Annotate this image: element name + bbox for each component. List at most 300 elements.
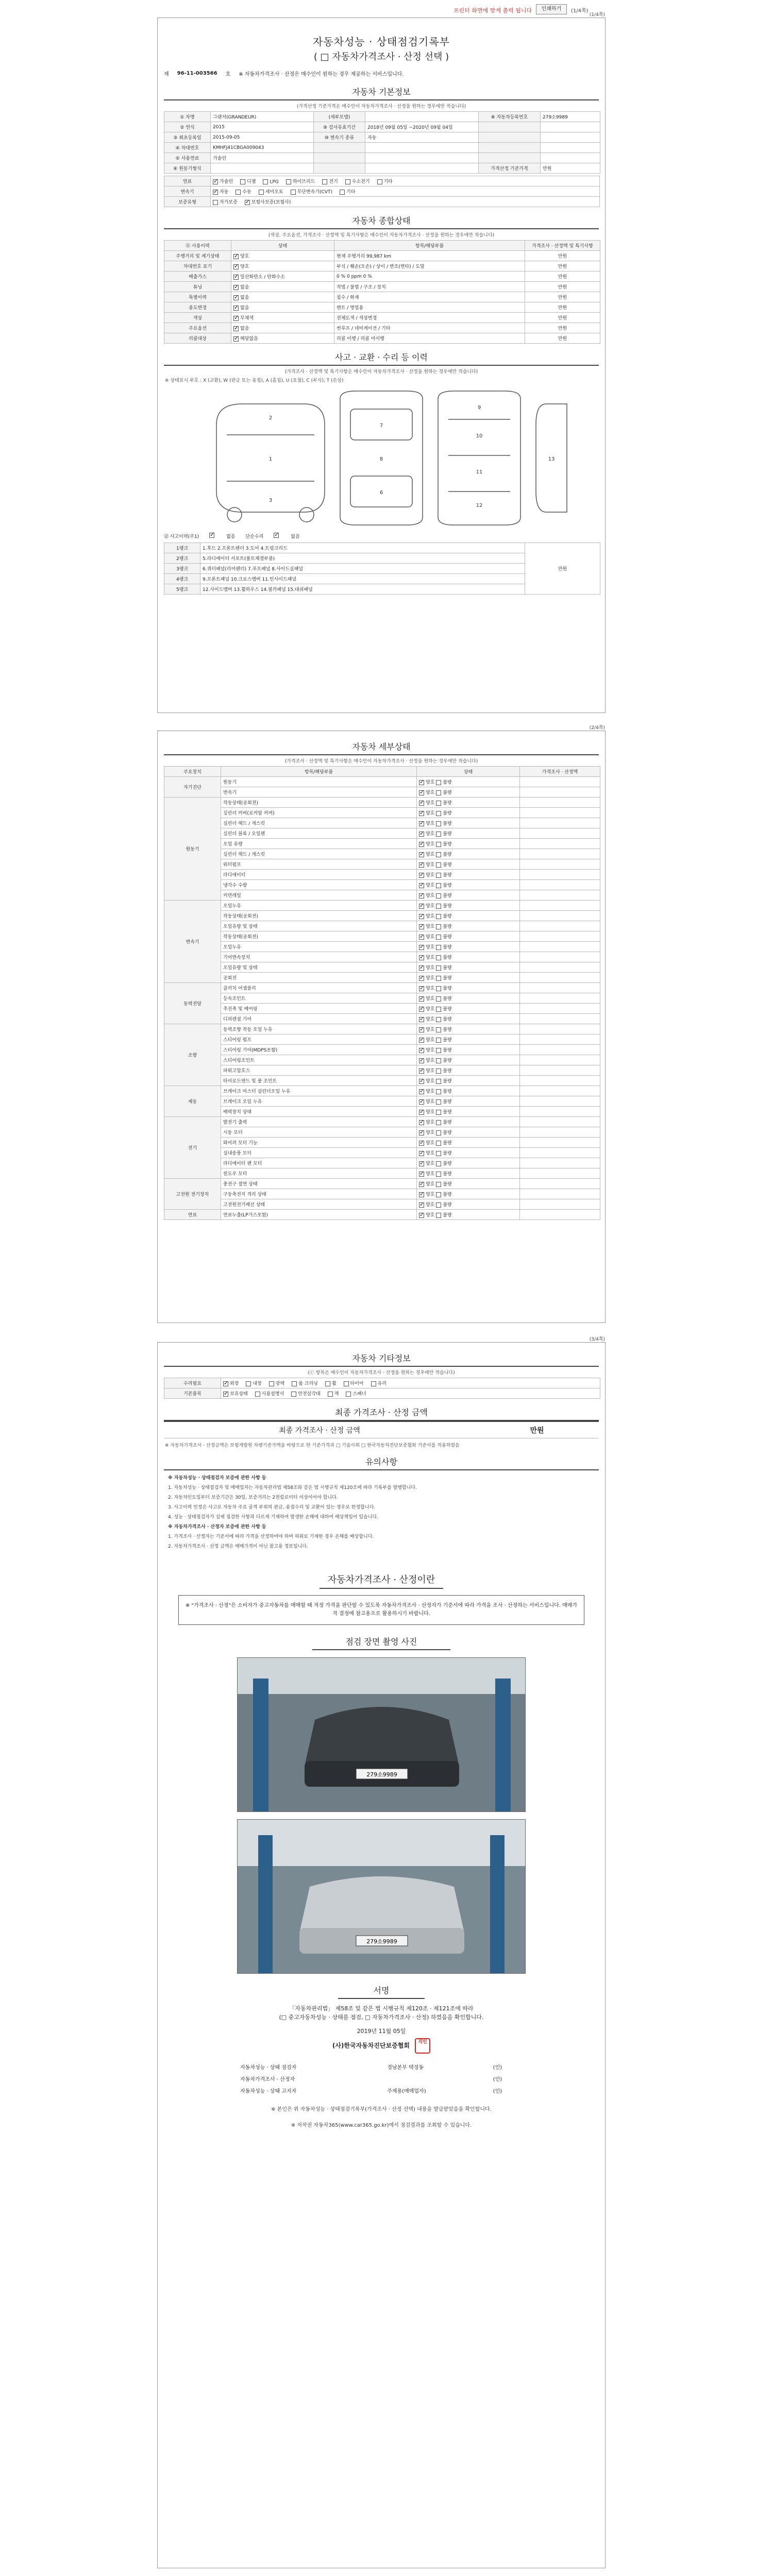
detail-state[interactable] <box>417 942 520 952</box>
detail-state[interactable] <box>417 1210 520 1220</box>
ok-checkbox[interactable] <box>419 790 424 795</box>
bad-label: 불량 <box>443 1069 452 1074</box>
accident-legend: ※ 상태표시 부호 : X (교환), W (판금 또는 용접), A (흠집), U (요철), C (부식), T (손상) <box>165 378 344 383</box>
detail-state[interactable] <box>417 1138 520 1148</box>
etc-option-label: 광택 <box>275 1381 285 1386</box>
etc-option[interactable] <box>291 1390 320 1397</box>
bad-checkbox[interactable] <box>436 811 441 816</box>
ok-checkbox[interactable] <box>419 1192 424 1197</box>
bad-checkbox[interactable] <box>436 852 441 857</box>
detail-header: 항목/해당부품 <box>221 767 417 777</box>
page-number: (3/4쪽) <box>589 1337 605 1342</box>
ok-checkbox[interactable] <box>419 1202 424 1208</box>
ok-checkbox[interactable] <box>419 1099 424 1105</box>
etc-option[interactable] <box>344 1380 364 1386</box>
bad-checkbox[interactable] <box>436 1048 441 1053</box>
detail-state[interactable] <box>417 1107 520 1117</box>
status-checkbox[interactable] <box>233 264 239 269</box>
etc-checkbox[interactable] <box>223 1392 228 1397</box>
detail-row <box>164 777 600 787</box>
ok-checkbox[interactable] <box>419 1161 424 1166</box>
etc-option[interactable] <box>223 1390 248 1397</box>
detail-state[interactable] <box>417 1055 520 1065</box>
detail-state[interactable] <box>417 973 520 983</box>
bad-checkbox[interactable] <box>436 780 441 785</box>
basic-cell-v1: 가솔린 <box>211 153 314 163</box>
etc-option-label: 휠 <box>331 1381 337 1386</box>
etc-checkbox[interactable] <box>269 1381 274 1386</box>
status-checkbox[interactable] <box>233 254 239 259</box>
status-state[interactable] <box>231 251 334 261</box>
detail-price <box>520 993 600 1004</box>
status-state[interactable] <box>231 313 334 323</box>
bad-checkbox[interactable] <box>436 1089 441 1094</box>
bad-checkbox[interactable] <box>436 893 441 899</box>
detail-state[interactable] <box>417 890 520 901</box>
bad-checkbox[interactable] <box>436 1182 441 1187</box>
bad-checkbox[interactable] <box>436 986 441 991</box>
bad-checkbox[interactable] <box>436 832 441 837</box>
bad-checkbox[interactable] <box>436 1099 441 1105</box>
ok-checkbox[interactable] <box>419 976 424 981</box>
bad-checkbox[interactable] <box>436 1007 441 1012</box>
fuel-checkbox[interactable] <box>263 179 268 184</box>
fuel-checkbox[interactable] <box>377 179 382 184</box>
etc-checkbox[interactable] <box>346 1392 351 1397</box>
bad-checkbox[interactable] <box>436 945 441 950</box>
fuel-checkbox[interactable] <box>213 179 218 184</box>
detail-price <box>520 962 600 973</box>
detail-price <box>520 931 600 942</box>
detail-state[interactable] <box>417 931 520 942</box>
bad-checkbox[interactable] <box>436 801 441 806</box>
detail-state[interactable] <box>417 1189 520 1199</box>
status-state[interactable] <box>231 323 334 333</box>
bad-checkbox[interactable] <box>436 996 441 1002</box>
detail-item: 실린더 블록 / 오일팬 <box>221 828 417 839</box>
bad-checkbox[interactable] <box>436 935 441 940</box>
detail-state[interactable] <box>417 808 520 818</box>
ok-checkbox[interactable] <box>419 1120 424 1125</box>
sign-text-line-1: 「자동차관리법」 제58조 및 같은 법 시행규칙 제120조 · 제121조에 따라 <box>289 2005 474 2012</box>
ok-checkbox[interactable] <box>419 965 424 971</box>
status-checkbox[interactable] <box>233 285 239 290</box>
detail-state[interactable] <box>417 1096 520 1107</box>
page-1 <box>157 12 606 713</box>
etc-option-label: 타이어 <box>350 1381 364 1386</box>
bad-checkbox[interactable] <box>436 965 441 971</box>
etc-option[interactable] <box>346 1390 366 1397</box>
detail-state[interactable] <box>417 818 520 828</box>
detail-price <box>520 1138 600 1148</box>
ok-label: 양호 <box>426 1007 435 1012</box>
doc-suffix: 호 <box>225 71 231 77</box>
etc-checkbox[interactable] <box>246 1381 251 1386</box>
page-2 <box>157 725 606 1323</box>
fuel-option[interactable] <box>377 178 393 184</box>
ok-checkbox[interactable] <box>419 996 424 1002</box>
detail-state[interactable] <box>417 983 520 993</box>
detail-row <box>164 993 600 1004</box>
ok-checkbox[interactable] <box>419 780 424 785</box>
fuel-option[interactable] <box>345 178 370 184</box>
detail-state[interactable] <box>417 859 520 870</box>
ok-checkbox[interactable] <box>419 955 424 960</box>
status-checkbox[interactable] <box>233 326 239 331</box>
detail-state[interactable] <box>417 787 520 798</box>
ok-label: 양호 <box>426 1099 435 1105</box>
fuel-checkbox[interactable] <box>345 179 350 184</box>
detail-state[interactable] <box>417 1014 520 1024</box>
ok-checkbox[interactable] <box>419 832 424 837</box>
bad-checkbox[interactable] <box>436 1213 441 1218</box>
ok-checkbox[interactable] <box>419 893 424 899</box>
basic-cell-k1: ③ 최초등록일 <box>164 132 211 143</box>
status-checkbox[interactable] <box>233 275 239 280</box>
detail-state[interactable] <box>417 849 520 859</box>
fuel-options[interactable] <box>211 176 600 187</box>
frame-rank: 3랭크 <box>164 564 200 574</box>
etc-checkbox[interactable] <box>291 1392 296 1397</box>
detail-state[interactable] <box>417 880 520 890</box>
bad-checkbox[interactable] <box>436 1069 441 1074</box>
trans-checkbox[interactable] <box>291 190 296 195</box>
bad-checkbox[interactable] <box>436 914 441 919</box>
detail-row <box>164 1107 600 1117</box>
basic-cell-k2 <box>314 143 365 153</box>
bad-checkbox[interactable] <box>436 924 441 929</box>
bad-checkbox[interactable] <box>436 1038 441 1043</box>
detail-price <box>520 1004 600 1014</box>
fuel-checkbox[interactable] <box>240 179 245 184</box>
bad-checkbox[interactable] <box>436 883 441 888</box>
basic-cell-k3 <box>479 132 541 143</box>
detail-state[interactable] <box>417 901 520 911</box>
detail-item: 냉각수 수량 <box>221 880 417 890</box>
status-state[interactable] <box>231 302 334 313</box>
detail-price <box>520 1107 600 1117</box>
etc-option[interactable] <box>269 1380 284 1386</box>
ok-label: 양호 <box>426 893 435 899</box>
trans-option[interactable] <box>236 188 251 195</box>
bad-checkbox[interactable] <box>436 862 441 868</box>
warranty-option[interactable] <box>245 198 291 205</box>
ok-checkbox[interactable] <box>419 1058 424 1063</box>
bad-checkbox[interactable] <box>436 1192 441 1197</box>
detail-state[interactable] <box>417 993 520 1004</box>
detail-item: 디퍼렌셜 기어 <box>221 1014 417 1024</box>
etc-option[interactable] <box>223 1380 239 1386</box>
detail-state[interactable] <box>417 1045 520 1055</box>
ok-label: 양호 <box>426 832 435 837</box>
detail-state[interactable] <box>417 828 520 839</box>
ok-checkbox[interactable] <box>419 1017 424 1022</box>
detail-state[interactable] <box>417 1035 520 1045</box>
bad-checkbox[interactable] <box>436 1110 441 1115</box>
bad-checkbox[interactable] <box>436 1027 441 1032</box>
trans-option[interactable] <box>291 188 332 195</box>
status-checkbox[interactable] <box>233 316 239 321</box>
detail-state[interactable] <box>417 1076 520 1086</box>
status-checkbox[interactable] <box>233 295 239 300</box>
ok-checkbox[interactable] <box>419 904 424 909</box>
detail-state[interactable] <box>417 1127 520 1138</box>
bad-checkbox[interactable] <box>436 1161 441 1166</box>
ok-checkbox[interactable] <box>419 986 424 991</box>
ok-checkbox[interactable] <box>419 811 424 816</box>
etc-checkbox[interactable] <box>292 1381 297 1386</box>
page-number: (1/4쪽) <box>589 12 605 18</box>
trans-option[interactable] <box>213 188 228 195</box>
status-state[interactable] <box>231 292 334 302</box>
transmission-options[interactable] <box>211 187 600 197</box>
bad-checkbox[interactable] <box>436 873 441 878</box>
detail-item: 브레이크 마스터 실린더오일 누유 <box>221 1086 417 1096</box>
detail-state[interactable] <box>417 1148 520 1158</box>
ok-checkbox[interactable] <box>419 945 424 950</box>
detail-state[interactable] <box>417 1024 520 1035</box>
detail-state[interactable] <box>417 1086 520 1096</box>
etc-option-label: 룸 크리닝 <box>298 1381 318 1386</box>
fuel-option[interactable] <box>240 178 256 184</box>
ok-label: 양호 <box>426 1130 435 1136</box>
detail-item: 윈도우 모터 <box>221 1168 417 1179</box>
bad-checkbox[interactable] <box>436 1130 441 1136</box>
bad-label: 불량 <box>443 955 452 960</box>
detail-group: 조향 <box>164 1024 221 1086</box>
detail-state[interactable] <box>417 962 520 973</box>
detail-state[interactable] <box>417 798 520 808</box>
ok-checkbox[interactable] <box>419 1089 424 1094</box>
ok-checkbox[interactable] <box>419 924 424 929</box>
detail-row <box>164 1004 600 1014</box>
detail-item: 브레이크 오일 누유 <box>221 1096 417 1107</box>
detail-note: (가격조사 · 산정액 및 특기사항은 매수인이 자동차가격조사 · 산정을 원하는 경우에만 적습니다) <box>284 759 478 764</box>
ok-checkbox[interactable] <box>419 862 424 868</box>
fuel-option[interactable] <box>286 178 315 184</box>
warranty-options[interactable] <box>211 197 600 207</box>
detail-row <box>164 849 600 859</box>
bad-label: 불량 <box>443 1161 452 1166</box>
detail-item: 실린더 헤드 / 개스킷 <box>221 849 417 859</box>
fuel-checkbox[interactable] <box>286 179 291 184</box>
car-diagram-svg <box>186 388 577 528</box>
status-state-label: 무채색 <box>240 316 254 321</box>
ok-checkbox[interactable] <box>419 873 424 878</box>
sign-role: 자동차가격조사 · 산정자 <box>240 2077 295 2082</box>
warranty-checkbox[interactable] <box>213 200 218 205</box>
history-no-checkbox[interactable] <box>209 533 214 538</box>
etc-items[interactable] <box>221 1388 600 1399</box>
detail-item: 커먼레일 <box>221 890 417 901</box>
ok-checkbox[interactable] <box>419 1151 424 1156</box>
detail-state[interactable] <box>417 1168 520 1179</box>
detail-row <box>164 921 600 931</box>
etc-checkbox[interactable] <box>255 1392 260 1397</box>
repair-no-checkbox[interactable] <box>274 533 279 538</box>
basic-row <box>164 163 600 174</box>
detail-group: 자기진단 <box>164 777 221 798</box>
status-price: 만원 <box>525 313 600 323</box>
ok-checkbox[interactable] <box>419 1213 424 1218</box>
fuel-option[interactable] <box>213 178 233 184</box>
fuel-checkbox[interactable] <box>322 179 327 184</box>
detail-state[interactable] <box>417 839 520 849</box>
ok-checkbox[interactable] <box>419 1182 424 1187</box>
status-state[interactable] <box>231 272 334 282</box>
etc-option[interactable] <box>325 1380 337 1386</box>
warranty-option[interactable] <box>213 198 238 205</box>
footer-link[interactable]: ※ 저작권 자동차365(www.car365.go.kr)에서 점검결과를 조회할 수 있습니다. <box>291 2123 472 2128</box>
bad-checkbox[interactable] <box>436 842 441 847</box>
trans-checkbox[interactable] <box>340 190 345 195</box>
bad-checkbox[interactable] <box>436 821 441 826</box>
detail-item: 변속기 <box>221 787 417 798</box>
status-checkbox[interactable] <box>233 306 239 311</box>
ok-checkbox[interactable] <box>419 1141 424 1146</box>
remarks-item: 1. 가격조사 · 산정자는 기준서에 따라 가격을 산정하여야 하며 허위로 기재한 경우 손해를 배상합니다. <box>168 1534 374 1539</box>
etc-option[interactable] <box>246 1380 261 1386</box>
ok-checkbox[interactable] <box>419 914 424 919</box>
detail-row <box>164 973 600 983</box>
etc-option[interactable] <box>371 1380 386 1386</box>
status-state[interactable] <box>231 282 334 292</box>
etc-checkbox[interactable] <box>325 1381 330 1386</box>
detail-state[interactable] <box>417 777 520 787</box>
svg-text:3: 3 <box>268 498 273 503</box>
ok-checkbox[interactable] <box>419 1038 424 1043</box>
status-checkbox[interactable] <box>233 336 239 342</box>
ok-label: 양호 <box>426 1182 435 1187</box>
detail-state[interactable] <box>417 1004 520 1014</box>
status-row <box>164 272 600 282</box>
detail-state[interactable] <box>417 1199 520 1210</box>
status-state-label: 없음 <box>240 285 249 290</box>
accident-history-row <box>164 533 599 539</box>
detail-row <box>164 798 600 808</box>
print-button[interactable]: 인쇄하기 <box>536 4 567 14</box>
bad-checkbox[interactable] <box>436 1058 441 1063</box>
basic-cell-k2 <box>314 163 365 174</box>
detail-state[interactable] <box>417 1065 520 1076</box>
ok-checkbox[interactable] <box>419 935 424 940</box>
bad-label: 불량 <box>443 1058 452 1063</box>
detail-row <box>164 1035 600 1045</box>
warranty-option-label: 자가보증 <box>220 200 238 205</box>
etc-checkbox[interactable] <box>371 1381 376 1386</box>
fuel-label: 연료 <box>164 176 211 187</box>
ok-checkbox[interactable] <box>419 1130 424 1136</box>
basic-info-title: 자동차 기본정보 <box>164 86 599 100</box>
detail-state[interactable] <box>417 921 520 931</box>
detail-state[interactable] <box>417 952 520 962</box>
status-price: 만원 <box>525 282 600 292</box>
status-price: 만원 <box>525 302 600 313</box>
detail-row <box>164 1127 600 1138</box>
bad-checkbox[interactable] <box>436 1141 441 1146</box>
fuel-option[interactable] <box>322 178 338 184</box>
page-count: (1/4쪽) <box>571 8 589 14</box>
etc-checkbox[interactable] <box>344 1381 349 1386</box>
ok-checkbox[interactable] <box>419 1007 424 1012</box>
detail-state[interactable] <box>417 911 520 921</box>
bad-checkbox[interactable] <box>436 1151 441 1156</box>
bad-checkbox[interactable] <box>436 1120 441 1125</box>
fuel-option-label: LPG <box>270 179 279 184</box>
detail-price <box>520 973 600 983</box>
basic-row <box>164 143 600 153</box>
ok-label: 양호 <box>426 935 435 940</box>
ok-checkbox[interactable] <box>419 842 424 847</box>
fuel-option[interactable] <box>263 179 278 185</box>
trans-option[interactable] <box>340 188 355 195</box>
etc-items[interactable] <box>221 1378 600 1388</box>
bad-checkbox[interactable] <box>436 976 441 981</box>
ok-checkbox[interactable] <box>419 1048 424 1053</box>
detail-price <box>520 1199 600 1210</box>
etc-checkbox[interactable] <box>328 1392 333 1397</box>
warranty-checkbox[interactable] <box>245 200 250 205</box>
trans-checkbox[interactable] <box>213 190 218 195</box>
detail-item: 추진축 및 베어링 <box>221 1004 417 1014</box>
bad-checkbox[interactable] <box>436 1172 441 1177</box>
ok-label: 양호 <box>426 1089 435 1094</box>
bad-checkbox[interactable] <box>436 1202 441 1208</box>
bad-checkbox[interactable] <box>436 904 441 909</box>
detail-state[interactable] <box>417 1179 520 1189</box>
trans-checkbox[interactable] <box>259 190 264 195</box>
detail-state[interactable] <box>417 870 520 880</box>
bad-checkbox[interactable] <box>436 955 441 960</box>
bad-checkbox[interactable] <box>436 1017 441 1022</box>
detail-item: 공회전 <box>221 973 417 983</box>
rear-plate-text: 279소9989 <box>366 1938 397 1945</box>
detail-group: 제동 <box>164 1086 221 1117</box>
detail-price <box>520 1035 600 1045</box>
ok-checkbox[interactable] <box>419 1069 424 1074</box>
ok-checkbox[interactable] <box>419 1110 424 1115</box>
ok-checkbox[interactable] <box>419 821 424 826</box>
detail-state[interactable] <box>417 1158 520 1168</box>
svg-text:1: 1 <box>268 456 273 462</box>
detail-price <box>520 1179 600 1189</box>
ok-checkbox[interactable] <box>419 852 424 857</box>
trans-option[interactable] <box>259 188 283 195</box>
ok-checkbox[interactable] <box>419 1172 424 1177</box>
etc-option[interactable] <box>328 1390 339 1397</box>
bad-checkbox[interactable] <box>436 1079 441 1084</box>
etc-option[interactable] <box>292 1380 318 1386</box>
status-state[interactable] <box>231 333 334 344</box>
ok-checkbox[interactable] <box>419 1079 424 1084</box>
ok-checkbox[interactable] <box>419 1027 424 1032</box>
status-state[interactable] <box>231 261 334 272</box>
detail-state[interactable] <box>417 1117 520 1127</box>
detail-price <box>520 1158 600 1168</box>
etc-row <box>164 1388 600 1399</box>
warranty-label: 보증유형 <box>164 197 211 207</box>
ok-checkbox[interactable] <box>419 883 424 888</box>
basic-row <box>164 132 600 143</box>
detail-item: 라디에이터 팬 모터 <box>221 1158 417 1168</box>
ok-checkbox[interactable] <box>419 801 424 806</box>
etc-checkbox[interactable] <box>223 1381 228 1386</box>
bad-checkbox[interactable] <box>436 790 441 795</box>
trans-checkbox[interactable] <box>236 190 241 195</box>
etc-option[interactable] <box>255 1390 284 1397</box>
detail-price <box>520 890 600 901</box>
ok-label: 양호 <box>426 1079 435 1084</box>
